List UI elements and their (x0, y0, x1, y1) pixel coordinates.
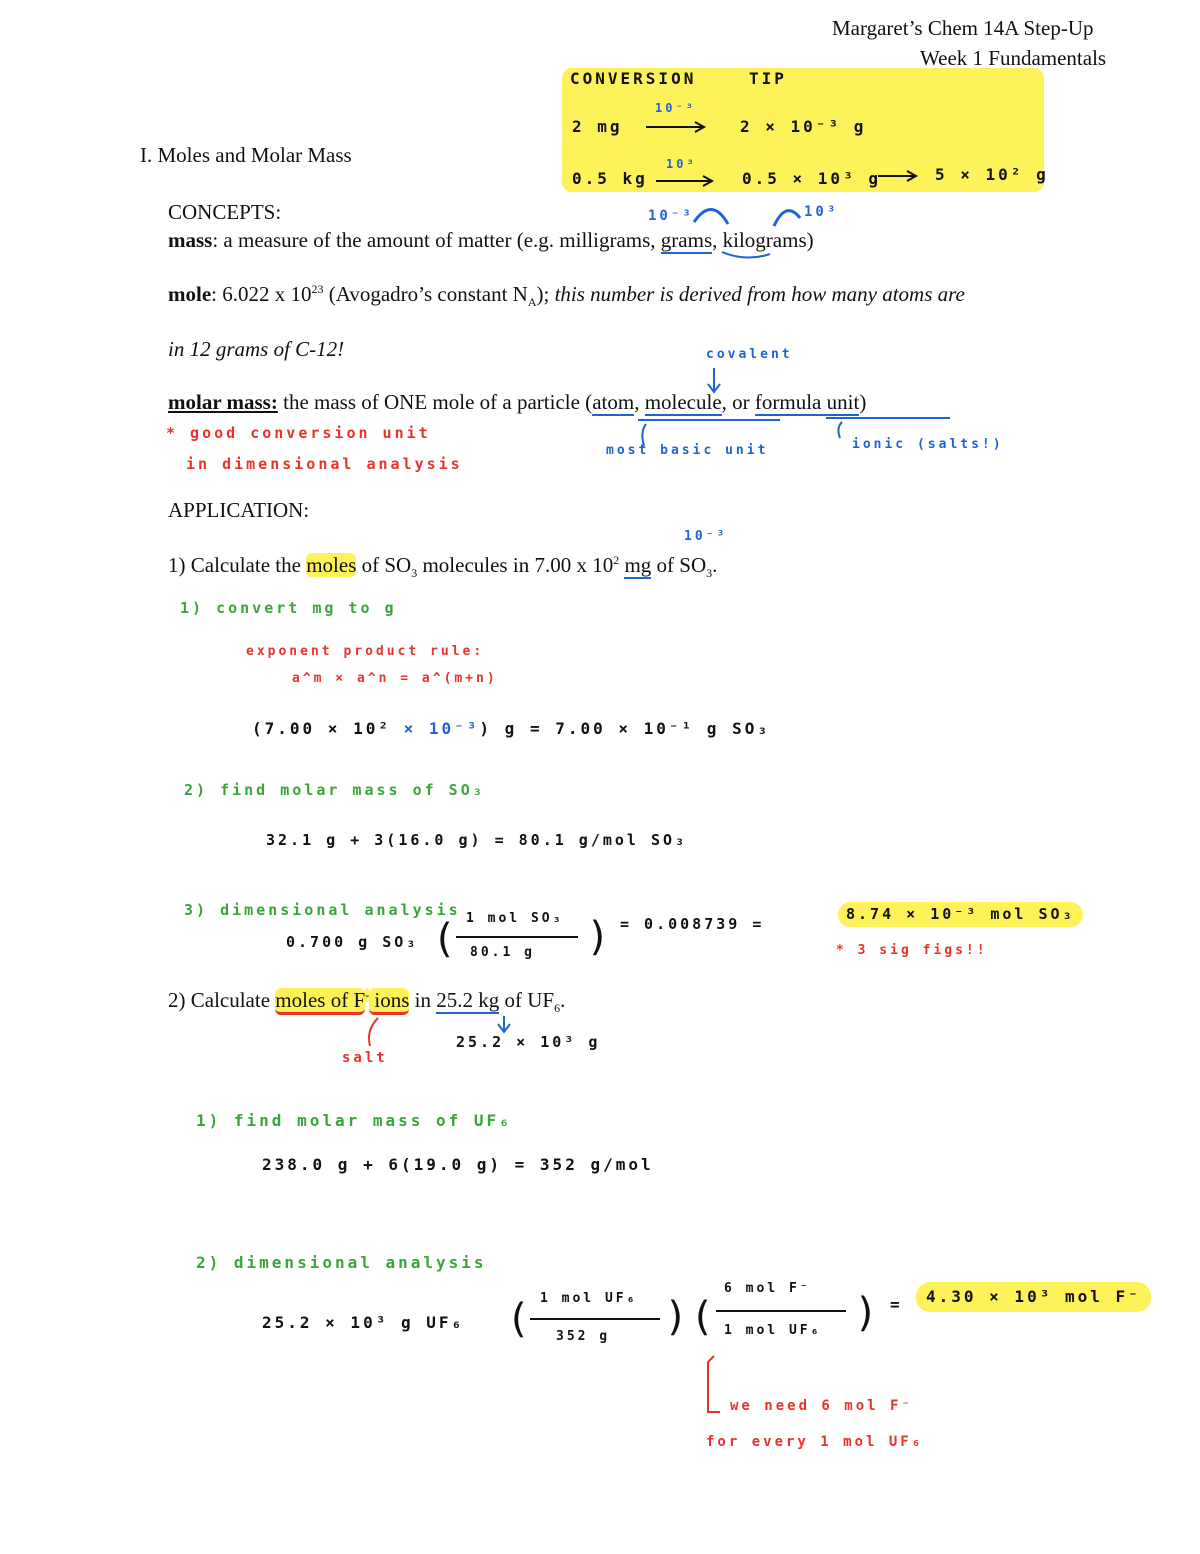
sol1-rule1: exponent product rule: (246, 644, 485, 659)
conv-arrow3-icon (878, 171, 916, 181)
curve-arrow-right-icon (774, 211, 800, 226)
conv-arrow2-icon (656, 176, 712, 186)
good-unit-annotation: * good conversion unit (166, 424, 431, 442)
sol1-dim-left: 0.700 g SO₃ (286, 933, 419, 951)
formula-bracket-icon (838, 422, 842, 438)
covalent-arrow-icon (708, 368, 720, 392)
molar-mass-definition: molar mass: the mass of ONE mole of a particle (atom, molecule, or formula unit) (168, 390, 867, 414)
sol2-note-bracket-icon (708, 1356, 720, 1412)
sol1-step1: 1) convert mg to g (180, 599, 397, 617)
sol2-equals: = (890, 1295, 903, 1314)
kg-arrow-icon (498, 1016, 510, 1032)
application-heading: APPLICATION: (168, 498, 310, 522)
salt-annotation: salt (342, 1050, 388, 1066)
sol1-step3: 3) dimensional analysis (184, 901, 461, 919)
mole-definition-cont: in 12 grams of C-12! (168, 337, 345, 361)
sol1-answer: 8.74 × 10⁻³ mol SO₃ (838, 902, 1083, 927)
sol1-dim-result: = 0.008739 = (620, 915, 765, 933)
header-week: Week 1 Fundamentals (920, 46, 1107, 70)
sol2-step2: 2) dimensional analysis (196, 1253, 487, 1272)
sol1-paren-close: ) (586, 914, 611, 960)
concepts-heading: CONCEPTS: (168, 200, 282, 224)
sol1-frac-den: 80.1 g (470, 945, 535, 960)
sol2-note1: we need 6 mol F⁻ (730, 1398, 913, 1414)
dim-analysis-annotation: in dimensional analysis (186, 455, 463, 473)
grams-bracket-icon (722, 252, 770, 258)
covalent-annotation: covalent (706, 347, 793, 362)
conv-row1-left: 2 mg (572, 117, 623, 136)
sol1-sig-figs: * 3 sig figs!! (836, 943, 988, 958)
section-title: I. Moles and Molar Mass (140, 143, 352, 167)
sol2-note2: for every 1 mol UF₆ (706, 1434, 924, 1450)
conv-row2-left: 0.5 kg (572, 169, 648, 188)
sol2-frac1-num: 1 mol UF₆ (540, 1291, 638, 1306)
sol2-paren2-close: ) (854, 1290, 879, 1336)
conv-arrow1-label: 10⁻³ (655, 101, 696, 115)
sol1-paren-open: ( (432, 916, 457, 962)
sol2-answer: 4.30 × 10³ mol F⁻ (916, 1282, 1151, 1312)
sol2-paren1-close: ) (664, 1294, 689, 1340)
sol2-frac1-den: 352 g (556, 1329, 611, 1344)
sol2-paren2-open: ( (690, 1294, 715, 1340)
sol2-dim-left: 25.2 × 10³ g UF₆ (262, 1313, 465, 1332)
mole-definition: mole: 6.022 x $10^{23}$ (Avogadro’s constant $N_A$); this number is derived from how many atoms are (168, 282, 965, 310)
curve-arrow-left-icon (694, 209, 728, 224)
conversion-tip-title: CONVERSION TIP (570, 69, 787, 88)
most-basic-annotation: most basic unit (606, 443, 769, 458)
sol1-step2: 2) find molar mass of SO₃ (184, 781, 485, 799)
sol1-calc: (7.00 × 10² × 10⁻³) g = 7.00 × 10⁻¹ g SO₃ (252, 719, 770, 738)
question-1: 1) Calculate the moles of $SO_3$ molecules in 7.00 x $10^2$ mg of $SO_3$. (168, 553, 718, 581)
conv-arrow2-label: 10³ (666, 157, 697, 171)
conv-below-right: 10³ (804, 204, 839, 220)
sol2-paren1-open: ( (506, 1296, 531, 1342)
sol1-rule2: a^m × a^n = a^(m+n) (292, 671, 498, 686)
sol2-step1: 1) find molar mass of UF₆ (196, 1111, 512, 1130)
app-exponent-annotation: 10⁻³ (684, 529, 728, 544)
sol2-molar-calc: 238.0 g + 6(19.0 g) = 352 g/mol (262, 1155, 654, 1174)
kg-conversion-annotation: 25.2 × 10³ g (456, 1033, 601, 1051)
conv-arrow1-icon (646, 122, 704, 132)
sol1-frac-num: 1 mol SO₃ (466, 911, 564, 926)
conv-row1-right: 2 × 10⁻³ g (740, 117, 867, 136)
header-course: Margaret’s Chem 14A Step-Up (832, 16, 1094, 40)
sol2-frac2-num: 6 mol F⁻ (724, 1281, 811, 1296)
conv-row2-mid: 0.5 × 10³ g (742, 169, 881, 188)
question-2: 2) Calculate moles of F- ions in 25.2 kg of $UF_6$. (168, 988, 566, 1016)
sol2-frac2-den: 1 mol UF₆ (724, 1323, 822, 1338)
salt-bracket-icon (369, 1018, 378, 1046)
ionic-annotation: ionic (salts!) (852, 437, 1004, 452)
sol1-molar-calc: 32.1 g + 3(16.0 g) = 80.1 g/mol SO₃ (266, 831, 688, 849)
conv-below-left: 10⁻³ (648, 208, 694, 224)
conv-row2-right: 5 × 10² g (935, 165, 1049, 184)
atom-bracket-icon (642, 424, 646, 446)
mass-definition: mass: a measure of the amount of matter (e.g. milligrams, grams, kilograms) (168, 228, 814, 252)
